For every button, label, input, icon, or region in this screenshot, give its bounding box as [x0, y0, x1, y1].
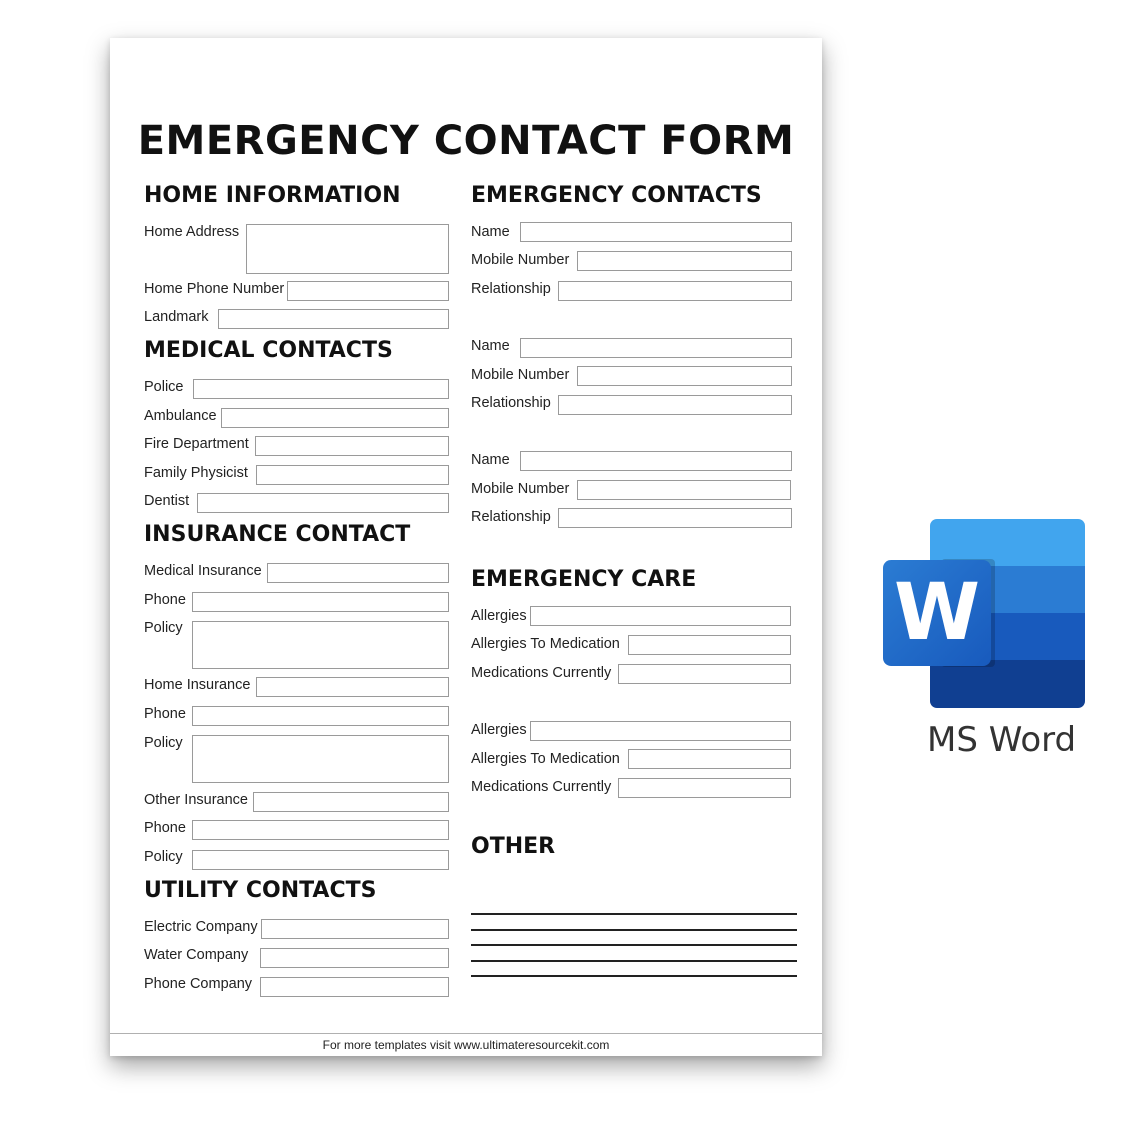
- home-phone-field[interactable]: [287, 281, 449, 301]
- care-2-allergies-label: Allergies: [471, 722, 527, 738]
- home-insurance-policy-label: Policy: [144, 735, 183, 751]
- medical-insurance-phone-field[interactable]: [192, 592, 449, 612]
- contact-1-name-label: Name: [471, 224, 510, 240]
- care-2-allergies-medication-field[interactable]: [628, 749, 791, 769]
- contact-1-relationship-label: Relationship: [471, 281, 551, 297]
- care-2-medications-label: Medications Currently: [471, 779, 612, 795]
- form-sheet: [110, 38, 822, 1056]
- care-1-allergies-medication-field[interactable]: [628, 635, 791, 655]
- contact-2-mobile-field[interactable]: [577, 366, 792, 386]
- footer-divider: [110, 1033, 822, 1034]
- contact-1-relationship-field[interactable]: [558, 281, 792, 301]
- other-insurance-label: Other Insurance: [144, 792, 248, 808]
- contact-1-mobile-field[interactable]: [577, 251, 792, 271]
- dentist-label: Dentist: [144, 493, 190, 509]
- home-insurance-phone-field[interactable]: [192, 706, 449, 726]
- electric-company-label: Electric Company: [144, 919, 258, 935]
- care-1-allergies-field[interactable]: [530, 606, 791, 626]
- contact-3-name-label: Name: [471, 452, 510, 468]
- home-information-heading: HOME INFORMATION: [144, 183, 401, 208]
- dentist-field[interactable]: [197, 493, 449, 513]
- other-insurance-phone-label: Phone: [144, 820, 186, 836]
- home-phone-label: Home Phone Number: [144, 281, 285, 297]
- contact-3-relationship-field[interactable]: [558, 508, 792, 528]
- other-line-2[interactable]: [471, 929, 797, 931]
- contact-2-relationship-label: Relationship: [471, 395, 551, 411]
- other-insurance-policy-field[interactable]: [192, 850, 449, 870]
- water-company-field[interactable]: [260, 948, 449, 968]
- home-insurance-label: Home Insurance: [144, 677, 251, 693]
- care-1-medications-label: Medications Currently: [471, 665, 612, 681]
- care-2-medications-field[interactable]: [618, 778, 791, 798]
- care-2-allergies-medication-label: Allergies To Medication: [471, 751, 620, 767]
- other-insurance-phone-field[interactable]: [192, 820, 449, 840]
- home-insurance-policy-field[interactable]: [192, 735, 449, 783]
- medical-insurance-field[interactable]: [267, 563, 449, 583]
- electric-company-field[interactable]: [261, 919, 449, 939]
- contact-3-name-field[interactable]: [520, 451, 792, 471]
- other-line-5[interactable]: [471, 975, 797, 977]
- footer-text: For more templates visit www.ultimateresourcekit.com: [322, 1038, 610, 1052]
- contact-2-name-label: Name: [471, 338, 510, 354]
- phone-company-field[interactable]: [260, 977, 449, 997]
- other-line-4[interactable]: [471, 960, 797, 962]
- contact-3-relationship-label: Relationship: [471, 509, 551, 525]
- landmark-field[interactable]: [218, 309, 449, 329]
- ms-word-letter: W: [893, 568, 981, 658]
- contact-2-mobile-label: Mobile Number: [471, 367, 570, 383]
- insurance-contact-heading: INSURANCE CONTACT: [144, 522, 411, 547]
- phone-company-label: Phone Company: [144, 976, 253, 992]
- form-title: EMERGENCY CONTACT FORM: [137, 118, 795, 164]
- other-insurance-field[interactable]: [253, 792, 449, 812]
- ms-word-label: MS Word: [927, 720, 1077, 760]
- police-label: Police: [144, 379, 184, 395]
- home-insurance-phone-label: Phone: [144, 706, 186, 722]
- emergency-care-heading: EMERGENCY CARE: [471, 567, 697, 592]
- family-physician-label: Family Physicist: [144, 465, 248, 481]
- ambulance-label: Ambulance: [144, 408, 217, 424]
- medical-insurance-phone-label: Phone: [144, 592, 186, 608]
- contact-1-mobile-label: Mobile Number: [471, 252, 570, 268]
- other-insurance-policy-label: Policy: [144, 849, 183, 865]
- care-1-allergies-label: Allergies: [471, 608, 527, 624]
- ambulance-field[interactable]: [221, 408, 449, 428]
- family-physician-field[interactable]: [256, 465, 449, 485]
- care-1-allergies-medication-label: Allergies To Medication: [471, 636, 620, 652]
- contact-3-mobile-label: Mobile Number: [471, 481, 570, 497]
- care-1-medications-field[interactable]: [618, 664, 791, 684]
- medical-insurance-policy-label: Policy: [144, 620, 183, 636]
- home-insurance-field[interactable]: [256, 677, 449, 697]
- medical-insurance-policy-field[interactable]: [192, 621, 449, 669]
- care-2-allergies-field[interactable]: [530, 721, 791, 741]
- fire-department-label: Fire Department: [144, 436, 249, 452]
- emergency-contacts-heading: EMERGENCY CONTACTS: [471, 183, 762, 208]
- home-address-label: Home Address: [144, 224, 240, 240]
- contact-3-mobile-field[interactable]: [577, 480, 791, 500]
- home-address-field[interactable]: [246, 224, 449, 274]
- other-line-1[interactable]: [471, 913, 797, 915]
- contact-1-name-field[interactable]: [520, 222, 792, 242]
- water-company-label: Water Company: [144, 947, 249, 963]
- other-heading: OTHER: [471, 834, 556, 859]
- fire-department-field[interactable]: [255, 436, 449, 456]
- landmark-label: Landmark: [144, 309, 209, 325]
- other-line-3[interactable]: [471, 944, 797, 946]
- contact-2-name-field[interactable]: [520, 338, 792, 358]
- medical-contacts-heading: MEDICAL CONTACTS: [144, 338, 393, 363]
- contact-2-relationship-field[interactable]: [558, 395, 792, 415]
- ms-word-icon: [883, 519, 1085, 708]
- utility-contacts-heading: UTILITY CONTACTS: [144, 878, 377, 903]
- medical-insurance-label: Medical Insurance: [144, 563, 262, 579]
- police-field[interactable]: [193, 379, 449, 399]
